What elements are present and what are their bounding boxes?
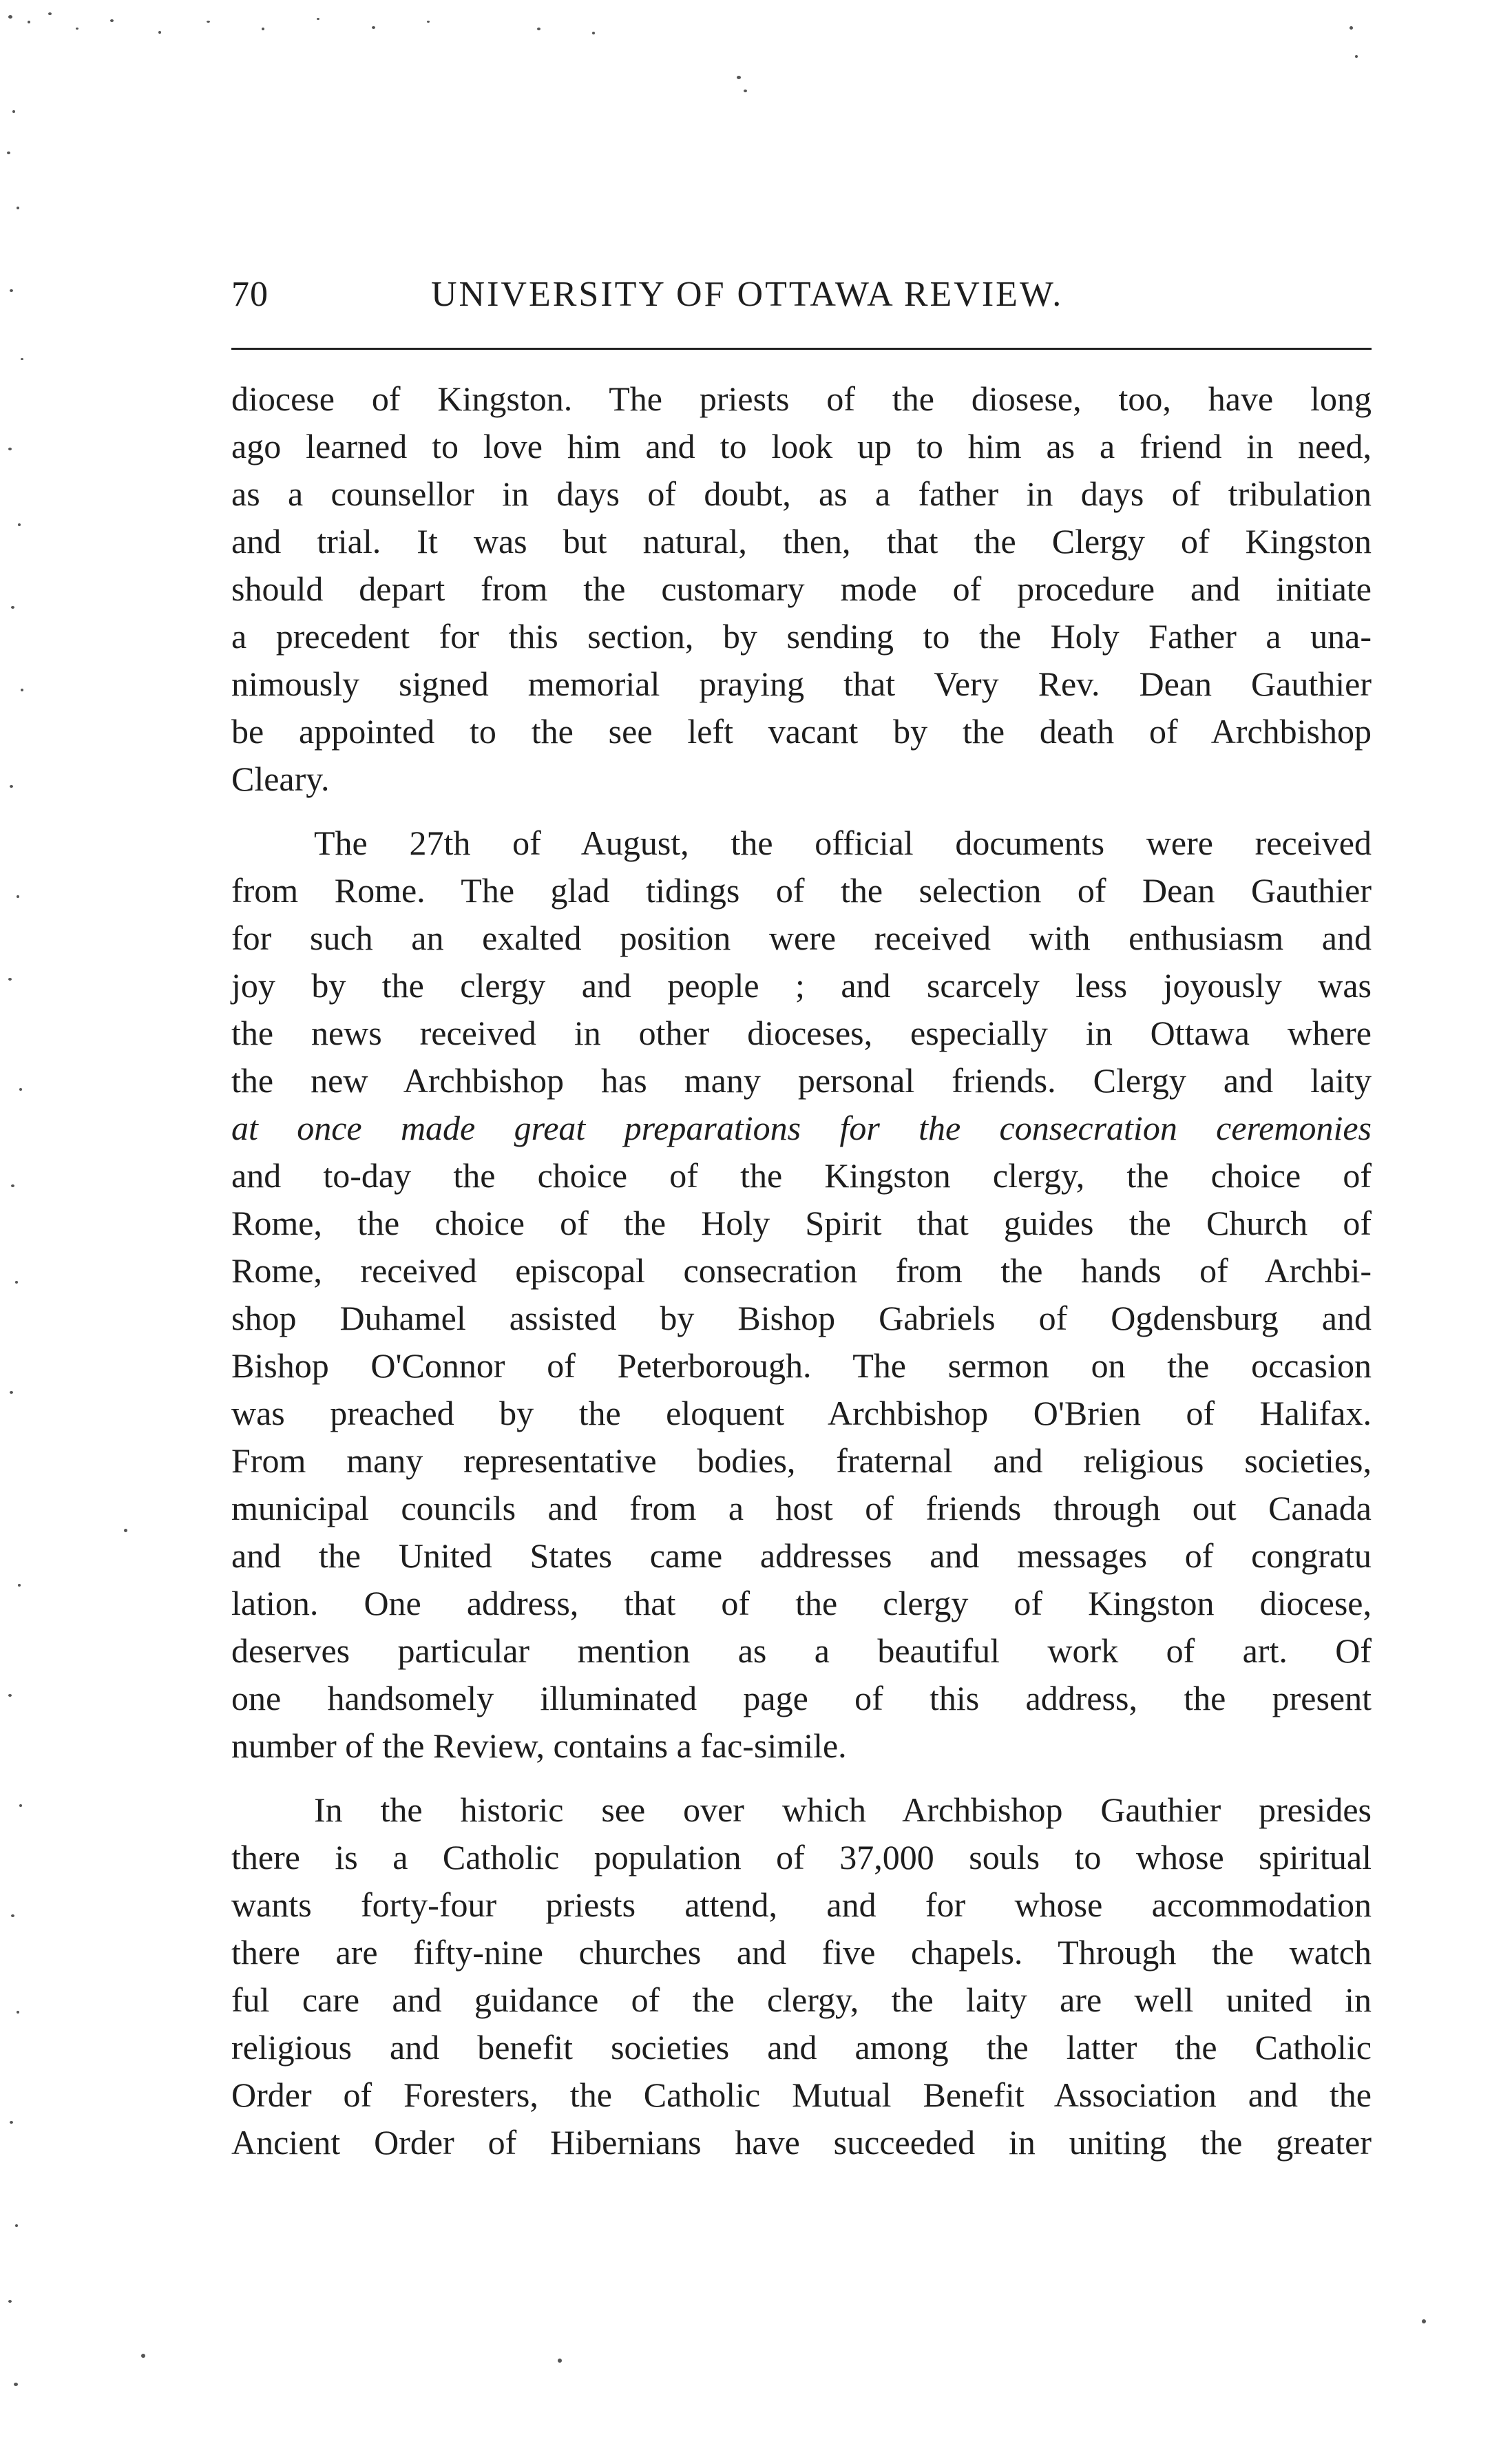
text-line: religious and benefit societies and among the latter the Catholic <box>231 2028 1372 2067</box>
running-title: UNIVERSITY OF OTTAWA REVIEW. <box>431 275 1064 314</box>
text-line: there are fifty-nine churches and five chapels. Through the watch <box>231 1933 1372 1972</box>
text-line: municipal councils and from a host of friends through out Canada <box>231 1489 1372 1527</box>
page-header <box>231 274 1372 322</box>
text-line: a precedent for this section, by sending to the Holy Father a una- <box>231 617 1372 656</box>
text-line: diocese of Kingston. The priests of the diosese, too, have long <box>231 379 1372 418</box>
text-line: Rome, the choice of the Holy Spirit that guides the Church of <box>231 1204 1372 1242</box>
header-rule <box>231 348 1372 350</box>
text-line: as a counsellor in days of doubt, as a father in days of tribulation <box>231 474 1372 513</box>
paragraph <box>231 1786 1372 2166</box>
text-line: joy by the clergy and people ; and scarcely less joyously was <box>231 966 1372 1005</box>
text-line: From many representative bodies, fraternal and religious societies, <box>231 1441 1372 1480</box>
text-line: ago learned to love him and to look up to him as a friend in need, <box>231 427 1372 466</box>
text-line: Rome, received episcopal consecration from the hands of Archbi- <box>231 1251 1372 1290</box>
text-line: the new Archbishop has many personal friends. Clergy and laity <box>231 1061 1372 1100</box>
text-line: be appointed to the see left vacant by the death of Archbishop <box>231 712 1372 751</box>
text-line: the news received in other dioceses, especially in Ottawa where <box>231 1014 1372 1052</box>
text-line: In the historic see over which Archbishop Gauthier presides <box>314 1790 1372 1829</box>
text-line: shop Duhamel assisted by Bishop Gabriels of Ogdensburg and <box>231 1299 1372 1337</box>
text-line: ful care and guidance of the clergy, the laity are well united in <box>231 1980 1372 2019</box>
page-number: 70 <box>231 275 269 314</box>
text-line: for such an exalted position were received with enthusiasm and <box>231 919 1372 957</box>
text-line: Cleary. <box>231 760 330 798</box>
text-line: and to-day the choice of the Kingston clergy, the choice of <box>231 1156 1372 1195</box>
text-line: Order of Foresters, the Catholic Mutual Benefit Association and the <box>231 2076 1372 2114</box>
paragraph <box>231 375 1372 803</box>
article-body <box>231 375 1372 2166</box>
text-line: The 27th of August, the official documents were received <box>314 824 1372 862</box>
text-line: lation. One address, that of the clergy of Kingston diocese, <box>231 1584 1372 1622</box>
text-line: wants forty-four priests attend, and for whose accommodation <box>231 1885 1372 1924</box>
text-line: nimously signed memorial praying that Very Rev. Dean Gauthier <box>231 665 1372 703</box>
text-line: was preached by the eloquent Archbishop O'Brien of Halifax. <box>231 1394 1372 1432</box>
text-line: Bishop O'Connor of Peterborough. The sermon on the occasion <box>231 1346 1372 1385</box>
text-line: one handsomely illuminated page of this address, the present <box>231 1679 1372 1717</box>
text-line: should depart from the customary mode of procedure and initiate <box>231 569 1372 608</box>
text-line: there is a Catholic population of 37,000 souls to whose spiritual <box>231 1838 1372 1877</box>
text-line: number of the Review, contains a fac-simile. <box>231 1726 847 1765</box>
text-line: Ancient Order of Hibernians have succeeded in uniting the greater <box>231 2123 1372 2162</box>
text-line: and the United States came addresses and messages of congratu <box>231 1536 1372 1575</box>
text-line: deserves particular mention as a beautiful work of art. Of <box>231 1631 1372 1670</box>
text-line: from Rome. The glad tidings of the selection of Dean Gauthier <box>231 871 1372 910</box>
text-line: and trial. It was but natural, then, that the Clergy of Kingston <box>231 522 1372 561</box>
text-line: at once made great preparations for the consecration ceremonies <box>231 1109 1372 1147</box>
paragraph <box>231 819 1372 1770</box>
